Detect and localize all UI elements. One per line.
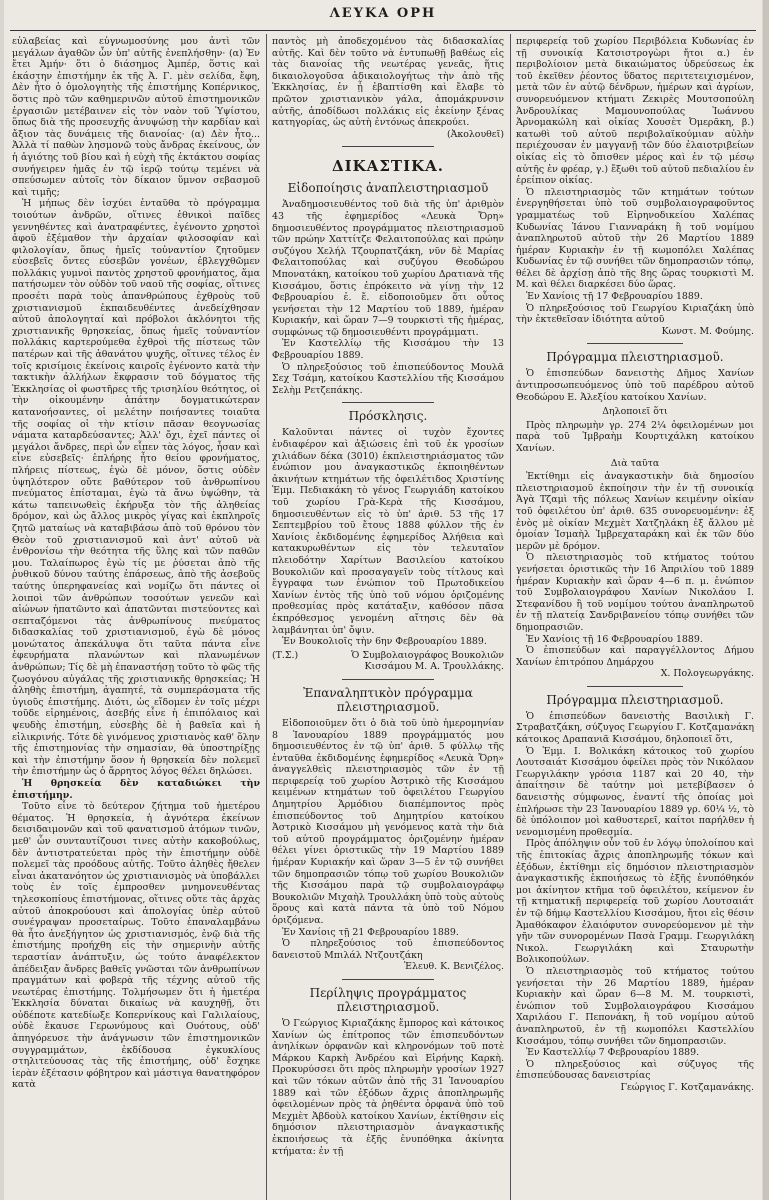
notice-text: Ὁ πλειστηριασμὸς τῶν κτημάτων τούτων ἐνεργηθήσεται ὑπὸ τοῦ συμβολαιογραφοῦντος γραμματέως τοῦ Εἰρηνοδικείου Χαλέπας Κυδωνίας Ἰάνου Γιανναράκη ἢ τοῦ νομίμου ἀναπληρωτοῦ αὐτοῦ τὴν 26 Μαρτίου 1889 ἡμέραν Κυριακὴν ἐν τῇ κωμοπόλει Χαλέπας Κυδωνίας ἐν τῷ συνήθει τῶν δημοπρασιῶν τόπῳ, θέλει δὲ ἀρχίσῃ ἀπὸ τῆς 8ης ὥρας τουρκιστὶ Μ. Μ. καὶ θέλει διαρκέσει δύο ὥρας. bbox=[516, 186, 754, 291]
notice-title: Πρόγραμμα πλειστηριασμοῦ. bbox=[546, 692, 724, 707]
notice-signature-name: Ἐλευθ. Κ. Βενιζέλος. bbox=[404, 961, 504, 973]
divider bbox=[587, 343, 682, 344]
column-3 bbox=[516, 36, 754, 1200]
notice-subhead: Δηλοποιεῖ ὅτι bbox=[602, 406, 668, 418]
article-paragraph: Τοῦτο εἶνε τὸ δεύτερον ζήτημα τοῦ ἡμετέρου θέματος. Ἡ θρησκεία, ἡ ἀγνότερα ἐκείνων δεισιδαιμονῶν καὶ τοῦ φανατισμοῦ ἀτόμων τινῶν, μεθ' ὧν συνταυτίζουσι τινες αὐτὴν κακοβούλως, δὲν ἀντιστρατεύεται πρὸς τὴν ἐπιστήμην οὐδὲ πολεμεῖ τὰς προόδους αὐτῆς. Τοῦτο ἀληθὲς ἤθελεν εἶναι ἀκατανόητον ὡς χριστιανισμὸς νὰ ὑποβάλλει τοὺς ἐν τοῖς ἐμπροσθεν μνημονευθέντας τηλεσκοπίους ἐπιστήμονας, οἵτινες οὔτε τὰς ἀρχὰς αὐτοῦ ἀποκρούουσι καὶ ἀπολογίας ὑπὲρ αὐτοῦ συνέγραψαν προσεταίρως. Τοῦτο ἐπαναλαμβάνω θὰ ἦτο ἀνεξήγητον ὡς χριστιανισμός, ἐνῷ διὰ τῆς ἐπιστήμης προήχθη εἰς τὴν σημερινὴν αὐτῆς τεραστίαν ἀνάπτυξιν, ὡς τούτο ἀναφέλεκτον ἀπέδειξαν ἄνδρες βαθεῖς γνῶσται τῶν ἀνθρωπίνων πραγμάτων καὶ φοβερὰ τῆς τέχνης αὐτοῦ τῆς νεωτέρας ἐπιστήμης. Τολμήσωμεν ὅτι ἡ ἡμετέρα Ἐκκλησία δύναται δικαίως νὰ καυχηθῇ, ὅτι οὐδέποτε κατεδίωξε Κοπερνίκους καὶ Γαλιλαίους, οὐδὲ ἔκαυσε Γερωνύμους καὶ Ουότους, οὐδ' ἀπηγόρευσε τὴν ἀνάγνωσιν τῶν ἐπιστημονικῶν συγγραμμάτων, ἐκδίδουσα ἐγκυκλίους στηλιτεύουσας τὰς τῆς ἐπιστήμης, οὐδ' ἔσχηκε ἱερὰν ἐξέτασιν φόβητρον καὶ μάστιγα θανατηφόρον κατὰ bbox=[12, 801, 260, 1091]
masthead: ΛΕΥΚΑ ΟΡΗ bbox=[329, 6, 437, 21]
notice-text: περιφερείᾳ τοῦ χωρίου Περιβόλεια Κυδωνίας ἐν τῇ συνοικίᾳ Κατσιστρογὼρι ἤτοι α.) ἐν περιβολίοιον μετὰ δικαιώματος ὑδρεύσεως ἐκ τοῦ ἐκεῖθεν ῥέοντος ὕδατος περιτετειχισμένον, μετὰ τῶν ἐν αὐτῷ δένδρων, ἡμέρων καὶ ἀγρίων, συνορευόμενον κτήματι Ζεκιρὲς Μουτσοπούλη Ἀνδρουλίκας Μαμουνοπούλας Ἰωάννου Ἀρνομακώλη καὶ οἰκίας Χουσὲτ Ὀμερᾶκη, β.) κατωθὶ τοῦ αὐτοῦ περιβολαϊκούμιαν αὐλὴν περιέχουσαν ἐν μαγγανῇ τῶν δύο ἐλαιοτριβείων οἰκίας εἰς τὸ ὄπισθεν μέρος καὶ ἐν τῷ μέσῳ αὐτῆς ἐν φρέαρ, γ.) ἔξωθι τοῦ αὐτοῦ πεδιαλίου ἐν ἐρείπιον οἰκίας. bbox=[516, 36, 754, 187]
notice-text: Ὁ πλειστηριασμὸς τοῦ κτήματος τούτου γενήσεται τὴν 26 Μαρτίου 1889, ἡμέραν Κυριακὴν καὶ ὥραν 6—8 Μ. Μ. τουρκιστὶ, ἐνώπιον τοῦ Συμβολαιογράφου Κισσάμου Χαριλάου Γ. Πεπονάκη, ἢ τοῦ νομίμου αὐτοῦ ἀναπληρωτοῦ, ἐν τῇ κωμοπόλει Καστελλίου Κισσάμου, τόπῳ συνήθει τῶν δημοπρασιῶν. bbox=[516, 965, 754, 1047]
notice-text: Ὁ πλειστηριασμὸς τοῦ κτήματος τούτου γενήσεται ὁριστικῶς τὴν 16 Ἀπριλίου τοῦ 1889 ἡμέραν Κυριακὴν καὶ ὥραν 4—6 π. μ. ἐνώπιον τοῦ Συμβολαιογράφου Χανίων Νικολάου Ι. Στεφανίδου ἢ τοῦ νομίμου τούτου ἀναπληρωτοῦ ἐν τῇ πλατείᾳ Σανδριβανείου τόπῳ συνήθει τῶν δημοπρασιῶν. bbox=[516, 552, 754, 633]
notice-date: Ἐν Καστελλίῳ 7 Φεβρουαρίου 1889. bbox=[526, 1047, 700, 1059]
notice-signature-name: Κωνστ. Μ. Φούμης. bbox=[661, 325, 754, 337]
article-paragraph: εὐλαβείας καὶ εὐγνωμοσύνης μου ἀντὶ τῶν μεγάλων ἀγαθῶν ὧν ὑπ' αὐτῆς ἐνεπλήσθην· (α) Ἐν ἔτει Ἀμήν· ὅτι ὁ διάσημος Ἀμπέρ, ὅστις καὶ ἐκάστην ἐπιστήμην ἐκ τῆς Ἀ. Γ. μὲν σελίδα, ἔφη, Δὲν ἦτο ὁ ὁμολογητὴς τῆς ἐπιστήμης Κοπέρνικος, ὅστις πρὸ τῶν καθημερινῶν αὐτοῦ ἐπιστημονικῶν ἐργασιῶν μετέβαινεν εἰς τὸν ναὸν τοῦ Ὑψίστου, ὅπως διὰ τῆς προσευχῆς ἀνυψώσῃ τὴν καρδίαν καὶ ἄξιον τὰς δυνάμεις τῆς διανοίας· (α) Δὲν ἦτο... Ἀλλὰ τί παθὼν λησμονῶ τοὺς ἄνδρας ἐκείνους, ὧν ἡ ἁγιότης τοῦ βίου καὶ ἡ εὐχὴ τῆς ἐκτάκτου σοφίας συνήγειρεν ἡμᾶς ἐν τῷ ἱερῷ τούτῳ τεμένει νὰ σπεύσωμεν αὐτοῖς τὸν δίκαιον ὕμνον σεβασμοῦ καὶ τιμῆς; bbox=[12, 36, 260, 198]
notice-title: Εἰδοποίησις ἀναπλειστηριασμοῦ bbox=[287, 181, 489, 196]
notice-text: Ἀναδημοσιευθέντος τοῦ διὰ τῆς ὑπ' ἀριθμὸν 43 τῆς ἐφημερίδος «Λευκὰ Ὄρη» δημοσιευθέντος προγράμματος πλειστηριασμοῦ τῶν πρώην Χαττίτζε Φελαιτοπούλας καὶ πρώην συζύγου Χελήλ Τζουρπατζάκη, νῦν δὲ Μαρίας Φελαιτοπούλας καὶ συζύγου Θεοδώρου Μπονατάκη, κατοίκου τοῦ χωρίου Δρατιανὰ τῆς Κισσάμου, ὅστις ἐπρόκειτο νὰ γίνῃ τὴν 12 Φεβρουαρίου ἐ. ἔ. εἰδοποιοῦμεν ὅτι οὗτος γενήσεται τὴν 12 Μαρτίου τοῦ 1889, ἡμέραν Κυριακήν, καὶ ὥραν 7—9 τουρκιστὶ τῆς ἡμέρας, συμφώνως τῷ δημοσιευθέντι προγράμματι. bbox=[272, 199, 504, 338]
signature-text: Ὁ Συμβολαιογράφος Βουκολιῶν Κισσάμου Μ. Α. Τρουλλάκης. bbox=[351, 649, 504, 673]
section-title: ΔΙΚΑΣΤΙΚΑ. bbox=[331, 157, 444, 176]
divider bbox=[342, 979, 435, 980]
notice-text: Πρὸς πληρωμὴν γρ. 274 2¼ ὀφειλομένων μοι παρὰ τοῦ Ἰμβραὴμ Κουρτιχάλκη κατοίκου Χανίων. bbox=[516, 419, 754, 454]
notice-date: Ἐν Χανίοις τῇ 21 Φεβρουαρίου 1889. bbox=[282, 926, 459, 938]
notice-text: Εἰδοποιοῦμεν ὅτι ὁ διὰ τοῦ ὑπὸ ἡμερομηνίαν 8 Ἰανουαρίου 1889 προγράμματός μου δημοσιευθέντος ἐν τῷ ὑπ' ἀριθ. 5 φύλλῳ τῆς ἐνταῦθα ἐκδιδομένης ἐφημερίδος «Λευκὰ Ὄρη» ἀναγγελθεὶς πλειστηριασμὸς τῶν ἐν τῇ περιφερείᾳ τοῦ χωρίου Ἀστρικὸ τῆς Κισσάμου κειμένων κτημάτων τοῦ ὀφειλέτου Γεωργίου Δημητρίου Ἀρμόδιου διαπέμποντος πρὸς ἐπισπεύδοντος τοῦ Δημητρίου κατοίκου Ἀστρικὸ Κισσάμου μὴ γενόμενος κατὰ τὴν διὰ τοῦ αὐτοῦ προγράμματος ὁριζομένην ἡμέραν θέλει γίνει ὁριστικῶς τὴν 19 Μαρτίου 1889 ἡμέραν Κυριακήν καὶ ὥραν 3—5 ἐν τῷ συνήθει τῶν δημοπρασιῶν τόπῳ τοῦ χωρίου Βουκολιῶν τῆς Κισσάμου παρὰ τῷ συμβολαιογράφῳ Βουκολιῶν Μιχαὴλ Τρουλλάκη ὑπὸ τοὺς αὐτοὺς ὅρους καὶ κατὰ πάντα τὰ ὑπὸ τοῦ Νόμου ὁριζόμενα. bbox=[272, 717, 504, 926]
notice-text: Ὁ ἐπισπεύδων δανειστὴς Βασιλικὴ Γ. Στραβατζάκη, σύζυγος Γεωργίου Γ. Κοτζαμανάκη κάτοικος Δραπανιᾶ Κισσάμου, δηλοποιεῖ ὅτι, bbox=[516, 710, 754, 746]
notice-title: Πρόγραμμα πλειστηριασμοῦ. bbox=[546, 350, 724, 365]
notice-date: Ἐν Χανίοις τῇ 17 Φεβρουαρίου 1889. bbox=[526, 291, 703, 303]
continued-note: (Ἀκολουθεῖ) bbox=[446, 128, 504, 140]
notice-signature: Ὁ πληρεξούσιος τοῦ ἐπισπεύδοντος Μουλᾶ Σεχ Τσάμη, κατοίκου Καστελλίου τῆς Κισσάμου Σελὴμ Ρετζεπάκης. bbox=[272, 361, 504, 396]
notice-text: Πρὸς ἀπόληψιν οὖν τοῦ ἐν λόγῳ ὑπολοίπου καὶ τῆς ἐπιτοκίας ἄχρις ἀποπληρωμῆς τόκων καὶ ἐξόδων, ἐκτίθημι εἰς δημόσιον πλειστηριασμὸν ἀναγκαστικῆς ἐκποιήσεως τὸ ἑξῆς ἐνυπόθηκόν μοι ἀκίνητον κτῆμα τοῦ ὀφειλέτου, κείμενον ἐν τῇ κτηματικῇ περιφερείᾳ τοῦ χωρίου Λουτσαιάτ ἐν τῷ δήμῳ Καστελλίου Κισσάμου, ἤτοι εἰς θέσιν Ἀμαθόκαφον ἐλαιόφυτον συνορεύομενον μὲ τὴν γῆν τῶν συνορομένων Πασὰ Γραμμ. Γεωργιλάκη Νικολ. Γεωργιλάκη καὶ Σταυρωτὴν Βολικοπούλων. bbox=[516, 838, 754, 966]
divider bbox=[342, 679, 435, 680]
notice-text: Ἐκτίθημι εἰς ἀναγκαστικὴν διὰ δημοσίου πλειστηριασμοῦ ἐκποίησιν τὴν ἐν τῇ συνοικίᾳ Ἀγὰ Τζαμὶ τῆς πόλεως Χανίων κειμένην οἰκίαν τοῦ ὀφειλέτου ὑπ' ἀριθ. 635 συνορευομένην: ἐξ ἑνὸς μὲ οἰκίαν Μεχμὲτ Χατζηλάκη ἐξ ἄλλου μὲ ὁμοίαν Ἰσμαὴλ Ἰμβρεχαταράκη καὶ ἐκ τῶν δύο μερῶν μὲ δρόμον. bbox=[516, 471, 754, 552]
notice-date: Ἐν Καστελλίῳ τῆς Κισσάμου τὴν 13 Φεβρουαρίου 1889. bbox=[272, 338, 504, 362]
notice-title: Περίληψις προγράμματος πλειστηριασμοῦ. bbox=[309, 985, 467, 1014]
notice-text: Ὁ Γεώργιος Κιριαζάκης ἔμπορος καὶ κάτοικος Χανίων ὡς ἐπίτροπος τῶν ἐπισπευδόντων ἀνηλίκων ὀρφανῶν καὶ κληρονόμων τοῦ ποτὲ Μάρκου Καρκὴ Ἀνδρέου καὶ Εἰρήνης Καρκὴ. Προκυρύσσει ὅτι πρὸς πληρωμὴν γροσίων 1927 καὶ τῶν τόκων αὐτῶν ἀπὸ τῆς 31 Ἰανουαρίου 1889 καὶ τῶν ἐξόδων ἄχρις ἀποπληρωμῆς ὀφειλομένων πρὸς τὰ ῥηθέντα ὀρφανὰ ὑπὸ τοῦ Μεχμὲτ Ἀβδοὺλ κατοίκου Χανίων, ἐκτίθησιν εἰς δημόσιον πλειστηριασμὸν ἀναγκαστικῆς ἐκποιήσεως τὰ ἑξῆς ἐνυπόθηκα ἀκίνητα κτήματα: ἐν τῇ bbox=[272, 1017, 504, 1157]
divider bbox=[342, 402, 435, 403]
page-edge bbox=[763, 0, 769, 1200]
notice-text: Ὁ Ἐμμ. Ι. Βολικάκη κάτοικος τοῦ χωρίου Λουτσαιάτ Κισσάμου ὀφείλει πρὸς τὸν Νικόλαον Γεωργιλάκην γρόσια 1187 καὶ 20 40, τὴν ἀπαίτησιν δὲ ταύτην μοὶ μετεβίβασεν ὁ δανειστὴς σύμφωνος, ἐναντί τῆς ὁποίας μοὶ ἐπλήρωσε τὴν 23 Ἰανουαρίου 1889 γρ. 60¼ ½, τὸ δὲ ὑπόλοιπον μοὶ καθυστερεῖ, καίτοι παρήλθεν ἡ νενομισμένη προθεσμία. bbox=[516, 745, 754, 838]
seal-mark: (Τ.Σ.) bbox=[272, 649, 299, 661]
notice-signature bbox=[272, 650, 504, 673]
notice-signature: Ὁ πληρεξούσιος τοῦ Γεωργίου Κιριαζάκη ὑπὸ τὴν ἐκτεθεῖσαν ἰδιότητα αὐτοῦ bbox=[516, 302, 754, 326]
notice-signature: Ὁ πληρεξούσιος τοῦ ἐπισπεύδοντος δανειστοῦ Μπιλάλ Ντζουτζάκη bbox=[272, 938, 504, 961]
notice-title: Πρόσκλησις. bbox=[348, 409, 428, 424]
column-divider bbox=[510, 34, 511, 1200]
notice-text: Καλοῦνται πάντες οἱ τυχὸν ἔχοντες ἐνδιαφέρον καὶ ἀξιώσεις ἐπὶ τοῦ ἐκ γροσίων χιλιάδων δέκα (3010) ἐκπλειστηριάσματος τῶν ἐνώπιον μου ἀναγκαστικῶς ἐκποιηθέντων ἀκινήτων κτημάτων τῆς ὀφειλέτιδος Χριστίνης Ἐμμ. Πεδιακάκη τὸ γένος Γεωργιάδη κατοίκου τοῦ χωρίου Γρὰ-Κερὰ τῆς Κισσάμου, δημοσιευθέντων εἰς τὸ ὑπ' ἀριθ. 53 τῆς 17 Σεπτεμβρίου τοῦ ἔτους 1888 φύλλον τῆς ἐν Χανίοις ἐκδιδομένης ἐφημερίδος Ἀλήθεια καὶ κατακυρωθέντων εἰς τὸν τελευταῖον πλειοδότην Χαρίτων Βασιλείου κατοίκου Βουκολιῶν καὶ προσαγαγεῖν τοὺς τίτλους καὶ ἔγγραφα των ἐνώπιον τοῦ Πρωτοδικείου Χανίων ἐντὸς τῆς ὑπὸ τοῦ νόμου ὁριζομένης προθεσμίας πρὸς κατάταξιν, καθόσον πᾶσα ἐκπρόθεσμος γενομένη αἴτησις δὲν θὰ λαμβάνηται ὑπ' ὄψιν. bbox=[272, 427, 504, 636]
notice-subhead: Διὰ ταῦτα bbox=[610, 457, 660, 469]
section-heading: Ἡ θρησκεία δὲν καταδιώκει τὴν ἐπιστήμην. bbox=[12, 778, 260, 801]
notice-signature-name: Χ. Πολογεωργάκης. bbox=[660, 668, 754, 680]
column-divider bbox=[266, 34, 267, 1200]
column-1 bbox=[12, 36, 260, 1200]
notice-date: Ἐν Χανίοις τῇ 16 Φεβρουαρίου 1889. bbox=[526, 633, 703, 645]
newspaper-page bbox=[4, 0, 762, 1200]
column-2 bbox=[272, 36, 504, 1200]
notice-signature: Ὁ πληρεξούσιος καὶ σύζυγος τῆς ἐπισπεύδουσας δανειστρίας bbox=[516, 1058, 754, 1082]
article-paragraph: παντὸς μὴ ἀποδεχομένου τὰς διδασκαλίας αὐτῆς. Καὶ δὲν τοῦτο νὰ ἐντυπωθῇ βαθέως εἰς τὰς διανοίας τῆς νεωτέρας γενεᾶς, ἥτις δικαιολογοῦσα ἀδικαιολογήτως τὴν ἀπὸ τῆς Ἐκκλησίας, ἐν ᾗ ἐβαπτίσθη καὶ ἔλαβε τὸ πρῶτον χριστιανικὸν γάλα, ἀπομάκρυνσιν αὐτῆς, ἀποδίδωσι πολλάκις εἰς ἐκείνην ξένας κατηγορίας, ὡς αὐτὴ ἐντόνως ἀπεκρούει. bbox=[272, 36, 504, 129]
notice-text: Ὁ ἐπισπεύδων δανειστὴς Δῆμος Χανίων ἀντιπροσωπευόμενος ὑπὸ τοῦ παρέδρου αὐτοῦ Θεοδώρου Ε. Ἀλεξίου κατοίκου Χανίων. bbox=[516, 368, 754, 403]
article-paragraph: Ἡ μήπως δὲν ἰσχύει ἐνταῦθα τὸ πρόγραμμα τοιούτων ἀνδρῶν, οἵτινες ἐθνικοὶ παῖδες γεννηθέντες καὶ ἀνατραφέντες, ἐγένοντο χρηστοὶ ἀφοῦ ἐξέμαθον τὴν ἀρχαίαν φιλοσοφίαν καὶ φιλολογίαν, ὅπως ἡμεῖς τοὐναντίον ζητοῦμεν εὐσεβεῖς ὄντες εὐσεβῶν γονέων, ἐβλεγχθῶμεν πολλάκις γυμνοὶ παντὸς χρηστοῦ φρονήματος, ἅμα πατήσωμεν τὸν οὐδὸν τοῦ ναοῦ τῆς σοφίας, οἵτινες προσέτι παρὰ τοὺς ἀπανθρώπους ἐχθροὺς τοῦ χριστιανισμοῦ ἐκπαιδευθέντες ἀνεδείχθησαν αὐτοῦ ἀπολογηταί καὶ πρόβολοι ἀκλόνητοι τῆς χριστιανικῆς θρησκείας, ὅπως ἡμεῖς τοὐναντίον πολλάκις καρτερούμεθα ἐχθροὶ τῆς πίστεως τῶν πατέρων καὶ τῆς ἀθανάτου ψυχῆς, οἵτινες τέλος ἐν τοῖς κρισίμοις ἐκείνοις καιροῖς ἐγένοντο κατὰ τὴν τακτικὴν ἀλλήλων ἔκφρασιν τοῦ δόγματος τῆς Ἐκκλησίας οἱ φωστῆρες τῆς τρισηλίου θεότητος, οἱ τὴν οἰκουμένην ἀπάτην δογματικώτεραν κατανοήσαντες, οἱ μελέτην ποιήσαντες τοιαῦτα τῆς σοφίας οἱ τὴν κτίσιν πᾶσαν θεογνωσίας νάματα καταρδεύσαντες; Ἀλλ' ὄχι, ἐχεῖ πάντες οἱ μεγάλοι ἄνδρες, περὶ ὧν εἶπεν τὰς λόγος, ἦσαν καὶ εἶνε εὐσεβεῖς· ἐπλήρης ἦτο θείου φρονήματος, πλήρεις πίστεως, ἐγὼ δὲ μόνον, ὅστις οὐδὲν ὑψηλότερον οὔτε βαθύτερον τοῦ ἀνθρωπίνου πνεύματος ἐπίσταμαι, ἐγὼ τὰ ἄνω ὑψώθην, τὰ κάτω ταπεινωθεὶς ἐκήρυξα τὸν τῆς ἀληθείας δρόμον, καὶ ὡς ἄλλος μικρὸς γίγας καὶ ἐκπληροῖς ζητῶ ματαίως νὰ καταβιβάσω ἀπὸ τοῦ θρόνου τὸν Θεὸν τοῦ χριστιανισμοῦ καὶ ἀντ' αὐτοῦ νὰ ἐνθρονίσω τὴν θεότητα τῆς ὕλης καὶ τῶν παθῶν μου. Ταλαίπωρος ἐγὼ τίς με ῥύσεται ἀπὸ τῆς ῥυθικοῦ δύνου ταύτης ἐπάρσεως, ἀπὸ τῆς ἀσεβοῦς ταύτης ὑπερηφανείας καὶ νομίζω ὅτι πάντες οἱ λοιποὶ τῶν ἀνθρώπων τοσούτων γενεῶν καὶ αἰώνων ἠπατῶντο καὶ ἀπατῶνται πιστεύοντες καὶ σεπταζόμενοι τὰς ἀνθρωπίνους πνεύματος διδασκαλίας τοῦ χριστιανισμοῦ, ἐγὼ δὲ μόνος μονώτατος ἀπεκάλυψα ὅτι ταῦτα πάντα εἶνε ἐφευρήματα πλανώντων καὶ πλανωμένων ἀνθρώπων; Τίς δὲ μὴ ἐπαναστήσῃ τοῦτο τὸ φῶς τῆς ζωογόνου αὐγάλας τῆς χριστιανικῆς θρησκείας; Ἡ ἀληθὴς ἐπιστήμη, ἀγαπητέ, τὰ συμπεράσματα τῆς ὑγιοῦς ἐπιστήμης. Διότι, ὡς εἴδομεν ἐν τοῖς μέχρι τοῦδε εἰρημένοις, ἀσεβής εἶνε ἡ ἐπιπόλαιος καὶ ψευδὴς ἐπιστήμη, εὐσεβὴς δὲ ἡ βαθεῖα καὶ ἡ εἰλικρινής. Τότε δὲ γινόμενος χριστιανὸς καθ' ὅλην τῆς ἐπιστημονίας τὴν σημασίαν, θὰ ὑποστηρίξῃς καὶ τὴν ἐπιστήμην ὅσον ἡ θρησκεία δὲν πολεμεῖ τὴν ἐπιστήμην ὡς ὁ ἄρρητος λόγος θέλει δηλώσει. bbox=[12, 198, 260, 778]
notice-title: Ἐπαναληπτικὸν πρόγραμμα πλειστηριασμοῦ. bbox=[303, 685, 473, 714]
header-rule bbox=[10, 30, 756, 31]
notice-date: Ἐν Βουκολιοῖς τὴν 6ην Φεβρουαρίου 1889. bbox=[282, 636, 487, 648]
notice-signature: Ὁ ἐπισπεύδων καὶ παραγγέλλοντος Δήμου Χανίων ἐπιτρόπου Δημάρχου bbox=[516, 645, 754, 668]
divider bbox=[587, 686, 682, 687]
notice-signature-name: Γεώργιος Γ. Κοτζαμανάκης. bbox=[620, 1081, 754, 1093]
divider bbox=[342, 146, 435, 147]
